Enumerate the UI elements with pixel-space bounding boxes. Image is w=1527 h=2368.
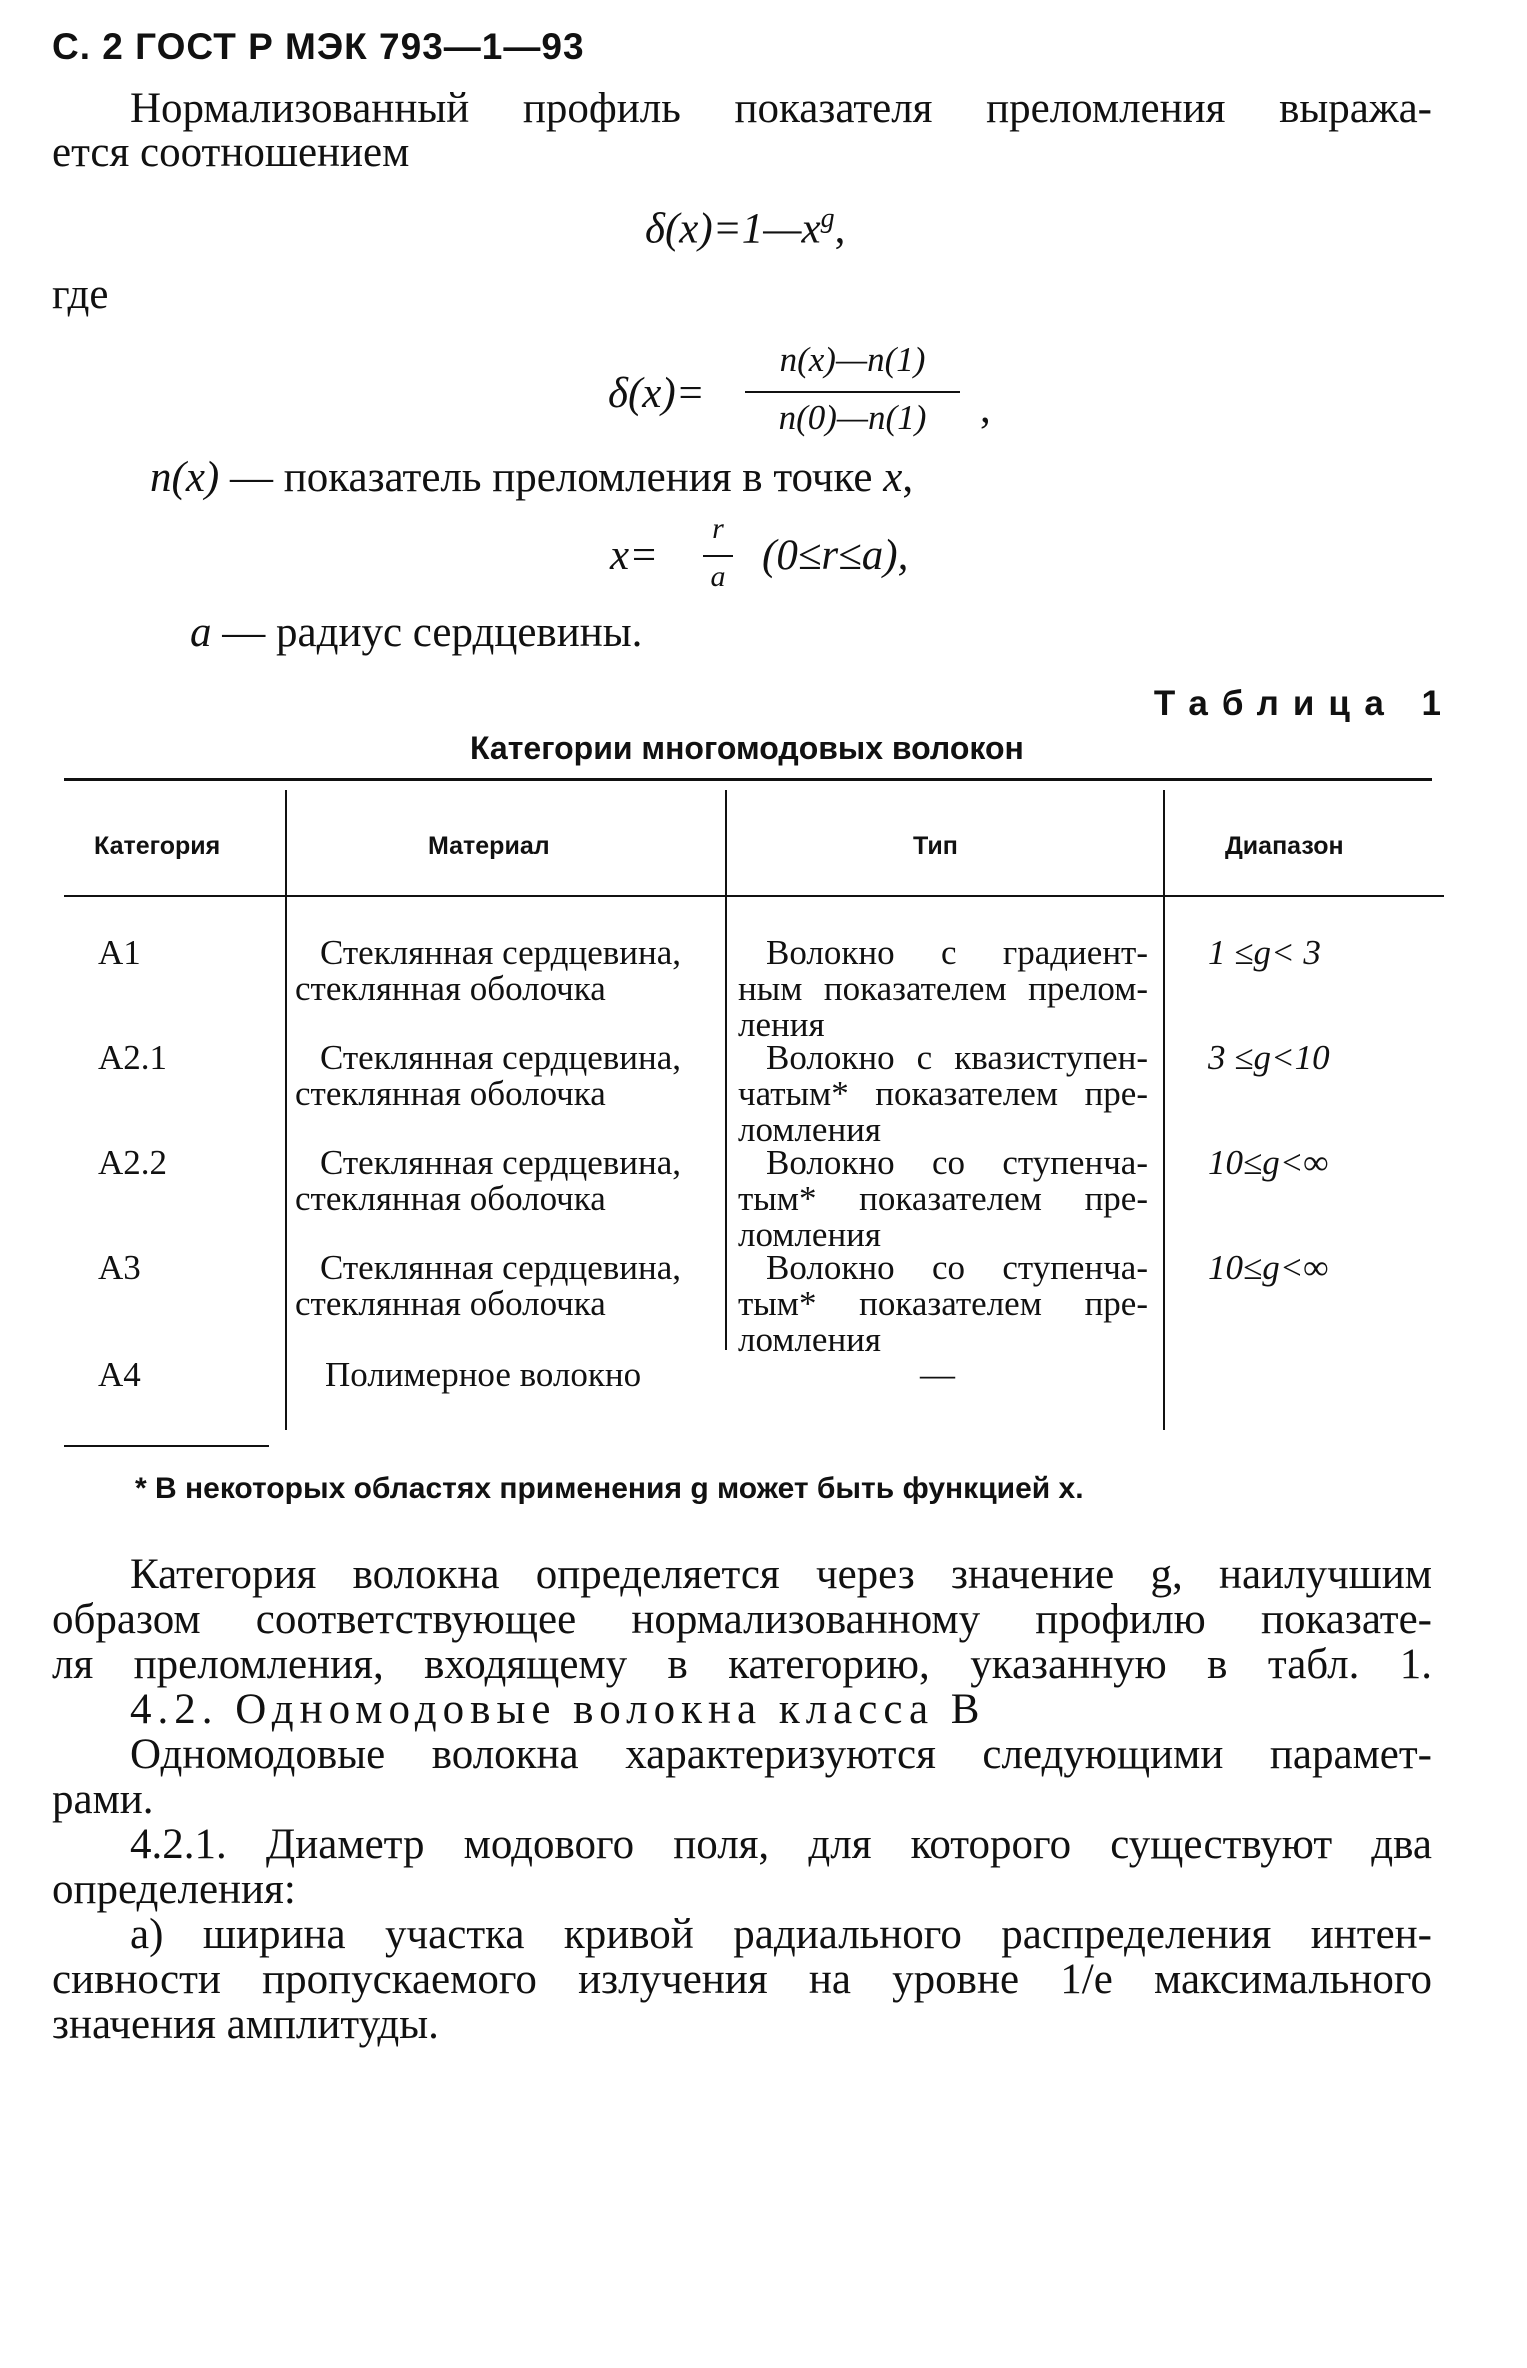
- table-row-range: 10≤g<∞: [1208, 1248, 1329, 1287]
- definition-n-symbol: n(x): [150, 454, 220, 501]
- para3-line-1: 4.2.1. Диаметр модового поля, для которого существуют два: [130, 1821, 1432, 1868]
- type-line: ломления: [738, 1320, 882, 1359]
- table-row-category: А4: [98, 1355, 141, 1394]
- header-category: Категория: [94, 832, 221, 860]
- type-line: —: [920, 1355, 955, 1394]
- header-material: Материал: [428, 832, 550, 860]
- para3-line-2: определения:: [52, 1866, 296, 1913]
- formula-delta-main: δ(x)=1—x: [645, 205, 821, 253]
- type-line: ломления: [738, 1215, 882, 1254]
- table-row-range: 3 ≤g<10: [1208, 1038, 1330, 1077]
- table-row-category: А2.1: [98, 1038, 168, 1077]
- formula-delta-exponent: g: [820, 203, 835, 234]
- type-line: Волокно со ступенча-: [766, 1248, 1148, 1287]
- type-line: ления: [738, 1005, 825, 1044]
- formula-delta-def-lhs: δ(x)=: [608, 370, 705, 417]
- para2-line-2: рами.: [52, 1776, 154, 1823]
- material-line: стеклянная оболочка: [295, 1284, 606, 1323]
- material-line: Полимерное волокно: [325, 1355, 642, 1394]
- table-row-range: 1 ≤g< 3: [1208, 933, 1321, 972]
- type-line: Волокно со ступенча-: [766, 1143, 1148, 1182]
- formula-x-numerator: r: [712, 512, 724, 545]
- table-row-material: [295, 935, 715, 1007]
- header-type: Тип: [913, 832, 958, 860]
- table-row-material: [295, 1250, 715, 1322]
- formula-delta-tail: ,: [834, 205, 846, 253]
- table-row-category: А3: [98, 1248, 141, 1287]
- material-line: Стеклянная сердцевина,: [320, 933, 682, 972]
- definition-n: [150, 455, 913, 500]
- table-row-material: [295, 1145, 715, 1217]
- formula-delta-def-denominator: n(0)—n(1): [778, 398, 927, 437]
- table-row-range: 10≤g<∞: [1208, 1143, 1329, 1182]
- table-row-type: [738, 1145, 1148, 1253]
- formula-x-fraction-bar: [703, 555, 733, 557]
- intro-line-2: ется соотношением: [52, 129, 410, 176]
- formula-x-denominator: a: [710, 560, 726, 593]
- definition-a-symbol: a: [190, 609, 212, 656]
- page-header: С. 2 ГОСТ Р МЭК 793—1—93: [52, 26, 585, 67]
- material-line: стеклянная оболочка: [295, 1179, 606, 1218]
- section-4-2-heading: 4.2. Одномодовые волокна класса В: [130, 1686, 986, 1733]
- table-row-type: [920, 1357, 955, 1393]
- formula-delta-def-tail: ,: [980, 385, 991, 432]
- table-row-category: А1: [98, 933, 141, 972]
- table-label: Таблица 1: [1153, 684, 1455, 723]
- formula-x-lhs: x=: [610, 532, 659, 579]
- table-row-material: [325, 1357, 641, 1393]
- formula-x-range: (0≤r≤a),: [762, 532, 909, 579]
- table-row-type: [738, 1250, 1148, 1358]
- definition-n-var: x: [883, 454, 903, 501]
- table-footnote: * В некоторых областях применения g может быть функцией x.: [135, 1472, 1084, 1505]
- para4-line-3: значения амплитуды.: [52, 2001, 439, 2048]
- para4-line-1: а) ширина участка кривой радиального распределения интен-: [130, 1911, 1432, 1958]
- table-col-divider-3: [1163, 790, 1165, 1430]
- para1-line-3: ля преломления, входящему в категорию, указанную в табл. 1.: [52, 1641, 1432, 1688]
- type-line: чатым* показателем пре-: [738, 1074, 1148, 1113]
- table-title: Категории многомодовых волокон: [470, 730, 1024, 766]
- formula-delta-def-fraction-bar: [745, 391, 960, 393]
- where-word: где: [52, 271, 109, 318]
- table-row-category: А2.2: [98, 1143, 168, 1182]
- definition-n-text: — показатель преломления в точке: [219, 454, 884, 501]
- table-col-divider-2: [725, 790, 727, 1350]
- para1-line-2: образом соответствующее нормализованному профилю показате-: [52, 1596, 1432, 1643]
- para1-line-1: Категория волокна определяется через значение g, наилучшим: [130, 1551, 1432, 1598]
- para2-line-1: Одномодовые волокна характеризуются следующими парамет-: [130, 1731, 1432, 1778]
- definition-a: [190, 610, 642, 655]
- material-line: Стеклянная сердцевина,: [320, 1143, 682, 1182]
- footnote-rule: [64, 1445, 269, 1447]
- intro-line-1: Нормализованный профиль показателя преломления выража-: [130, 85, 1432, 132]
- header-range: Диапазон: [1225, 832, 1344, 860]
- material-line: Стеклянная сердцевина,: [320, 1248, 682, 1287]
- definition-a-text: — радиус сердцевины.: [211, 609, 643, 656]
- table-row-material: [295, 1040, 715, 1112]
- type-line: ным показателем прелом-: [738, 969, 1148, 1008]
- type-line: ломления: [738, 1110, 882, 1149]
- material-line: стеклянная оболочка: [295, 969, 606, 1008]
- type-line: тым* показателем пре-: [738, 1179, 1148, 1218]
- type-line: Волокно с градиент-: [766, 933, 1148, 972]
- material-line: стеклянная оболочка: [295, 1074, 606, 1113]
- para4-line-2: сивности пропускаемого излучения на уровне 1/e максимального: [52, 1956, 1432, 2003]
- formula-delta: [645, 196, 845, 251]
- definition-n-end: ,: [902, 454, 914, 501]
- table-top-rule: [64, 778, 1432, 781]
- type-line: Волокно с квазиступен-: [766, 1038, 1148, 1077]
- type-line: тым* показателем пре-: [738, 1284, 1148, 1323]
- table-header-rule: [64, 895, 1444, 897]
- table-row-type: [738, 1040, 1148, 1148]
- table-col-divider-1: [285, 790, 287, 1430]
- material-line: Стеклянная сердцевина,: [320, 1038, 682, 1077]
- table-row-type: [738, 935, 1148, 1043]
- formula-delta-def-numerator: n(x)—n(1): [779, 340, 926, 379]
